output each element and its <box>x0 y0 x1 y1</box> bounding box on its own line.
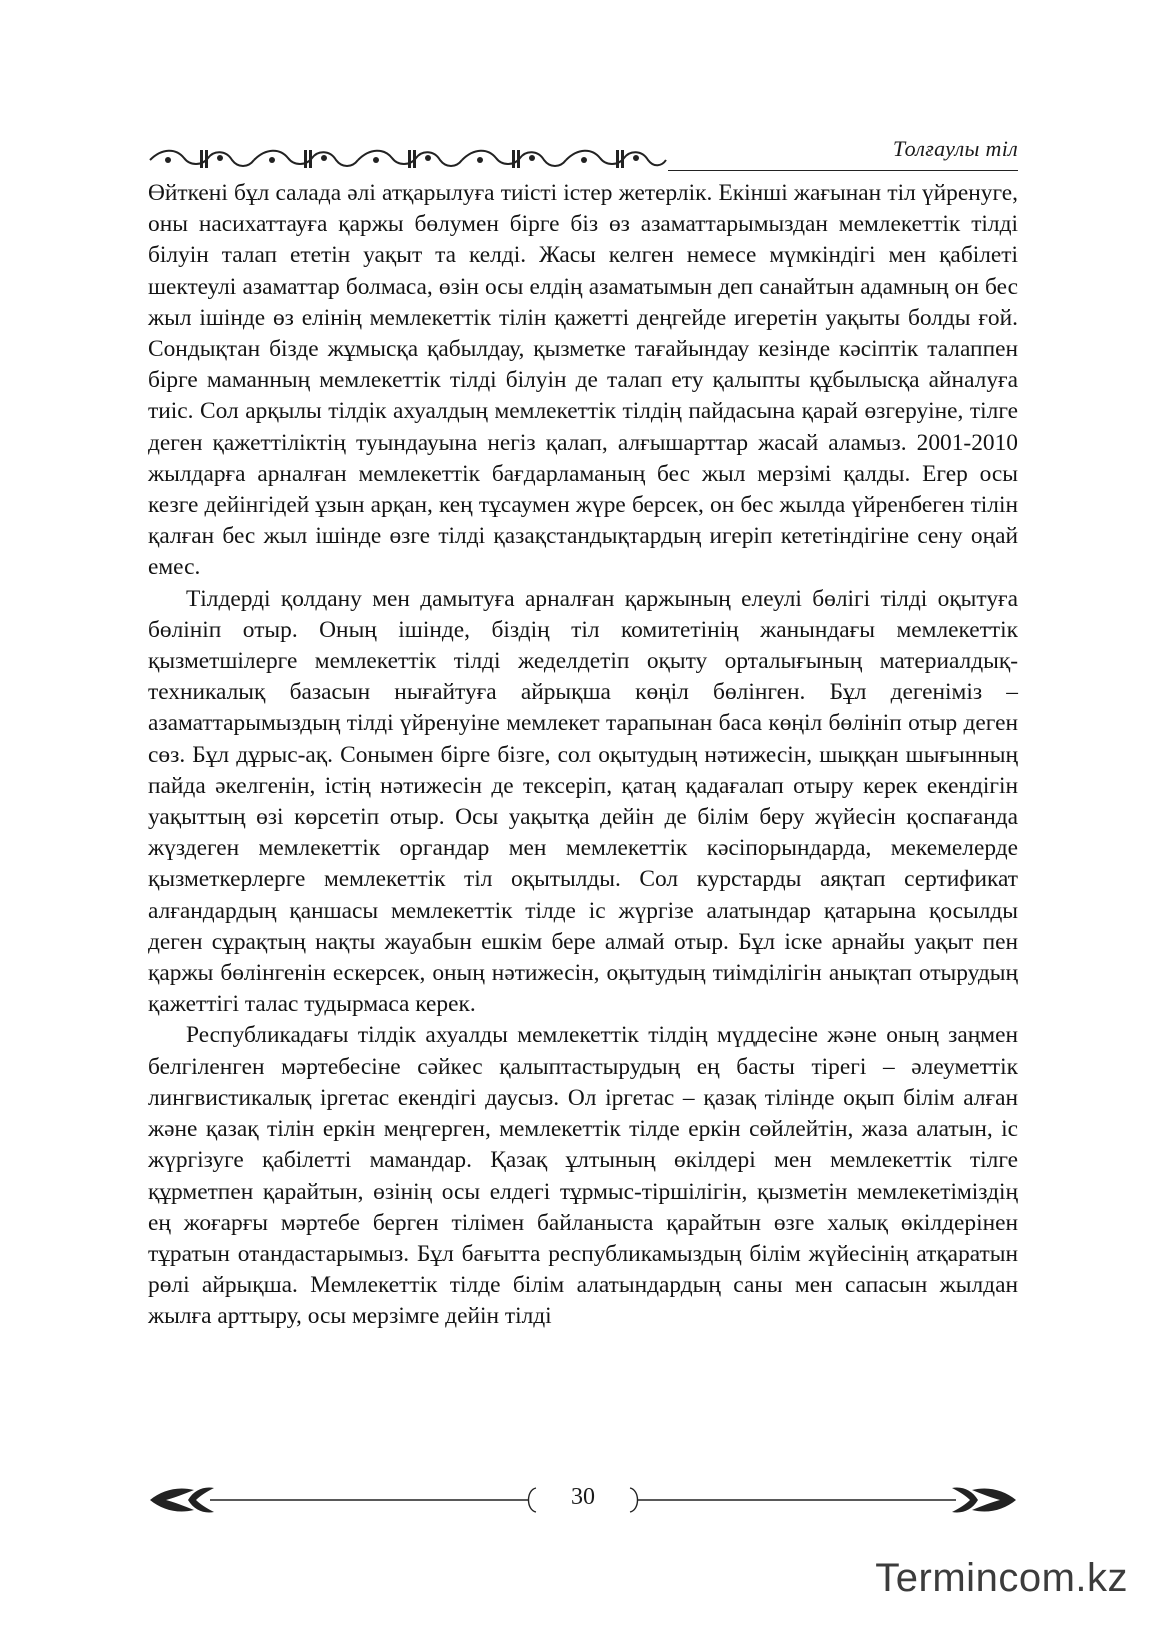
body-text <box>148 178 1018 1333</box>
page-number: 30 <box>571 1484 595 1510</box>
paragraph-1: Өйткені бұл салада әлі атқарылуға тиісті істер жетерлік. Екінші жағынан тіл үйренуге, оны насихаттауға қаржы бөлумен бірге біз өз азаматтарымыздан мемлекеттік тілді білуін талап ететін уақыт та келді. Жасы келген немесе мүмкіндігі мен қабілеті шектеулі азаматтар болмаса, өзін осы елдің азаматымын деп санайтын адамның он бес жыл ішінде өз елінің мемлекеттік тілін қажетті деңгейде игеретін уақыты болды ғой. Сондықтан бізде жұмысқа қабылдау, қызметке тағайындау кезінде кәсіптік талаппен бірге маманның мемлекеттік тілді білуін де талап ету қалыпты құбылысқа айналуға тиіс. Сол арқылы тілдік ахуалдың мемлекеттік тілдің пайдасына қарай өзгеруіне, тілге деген қажеттіліктің туындауына негіз қалап, алғышарттар жасай аламыз. 2001-2010 жылдарға арналған мемлекеттік бағдарламаның бес жыл мерзімі қалды. Егер осы кезге дейінгідей ұзын арқан, кең тұсаумен жүре берсек, он бес жылда үйренбеген тілін қалған бес жыл ішінде өзге тілді қазақстандықтардың игеріп кететіндігіне сену оңай емес. <box>148 180 1018 581</box>
paragraph-2: Тілдерді қолдану мен дамытуға арналған қаржының елеулі бөлігі тілді оқытуға бөлініп отыр. Оның ішінде, біздің тіл комитетінің жанындағы мемлекеттік қызметшілерге мемлекеттік тілді жеделдетіп оқыту орталығының материалдық-техникалық базасын нығайтуға айрықша көңіл бөлінген. Бұл дегеніміз – азаматтарымыздың тілді үйренуіне мемлекет тарапынан баса көңіл бөлініп отыр деген сөз. Бұл дұрыс-ақ. Сонымен бірге бізге, сол оқытудың нәтижесін, шыққан шығынның пайда әкелгенін, істің нәтижесін де тексеріп, қатаң қадағалап отыру керек екендігін уақыттың өзі көрсетіп отыр. Осы уақытқа дейін де білім беру жүйесін қоспағанда жүздеген мемлекеттік органдар мен мемлекеттік кәсіпорындарда, мекемелерде қызметкерлерге мемлекеттік тіл оқытылды. Сол курстарды аяқтап сертификат алғандардың қаншасы мемлекеттік тілде іс жүргізе алатындар қатарына қосылды деген сұрақтың нақты жауабын ешкім бере алмай отыр. Бұл іске арнайы уақыт пен қаржы бөлінгенін ескерсек, оның нәтижесін, оқытудың тиімділігін анықтап отырудың қажеттігі талас тудырмаса керек. <box>148 585 1018 1018</box>
header-rule <box>668 170 1018 171</box>
header-ornament-icon <box>148 144 668 174</box>
paragraph-3: Республикадағы тілдік ахуалды мемлекеттік тілдің мүддесіне және оның заңмен белгіленген мәртебесіне сәйкес қалыптастырудың ең басты тірегі – әлеуметтік лингвистикалық іргетас екендігі даусыз. Ол іргетас – қазақ тілінде оқып білім алған және қазақ тілін еркін меңгерген, мемлекеттік тілде еркін сөйлейтін, жаза алатын, іс жүргізуге қабілетті мамандар. Қазақ ұлтының өкілдері мен мемлекеттік тілге құрметпен қарайтын, өзінің осы елдегі тұрмыс-тіршілігін, қызметін мемлекетіміздің ең жоғарғы мәртебе берген тілімен байланыста қарайтын өзге халық өкілдерінен тұратын отандастарымыз. Бұл бағытта республикамыздың білім жүйесінің атқаратын рөлі айрықша. Мемлекеттік тілде білім алатындардың саны мен сапасын жылдан жылға арттыру, осы мерзімге дейін тілді <box>148 1022 1018 1330</box>
page-footer <box>148 1478 1018 1522</box>
site-watermark <box>875 1556 1128 1601</box>
running-header <box>148 132 1018 178</box>
watermark-text: Termincom.kz <box>875 1556 1128 1600</box>
running-header-title: Толғаулы тіл <box>892 136 1018 161</box>
